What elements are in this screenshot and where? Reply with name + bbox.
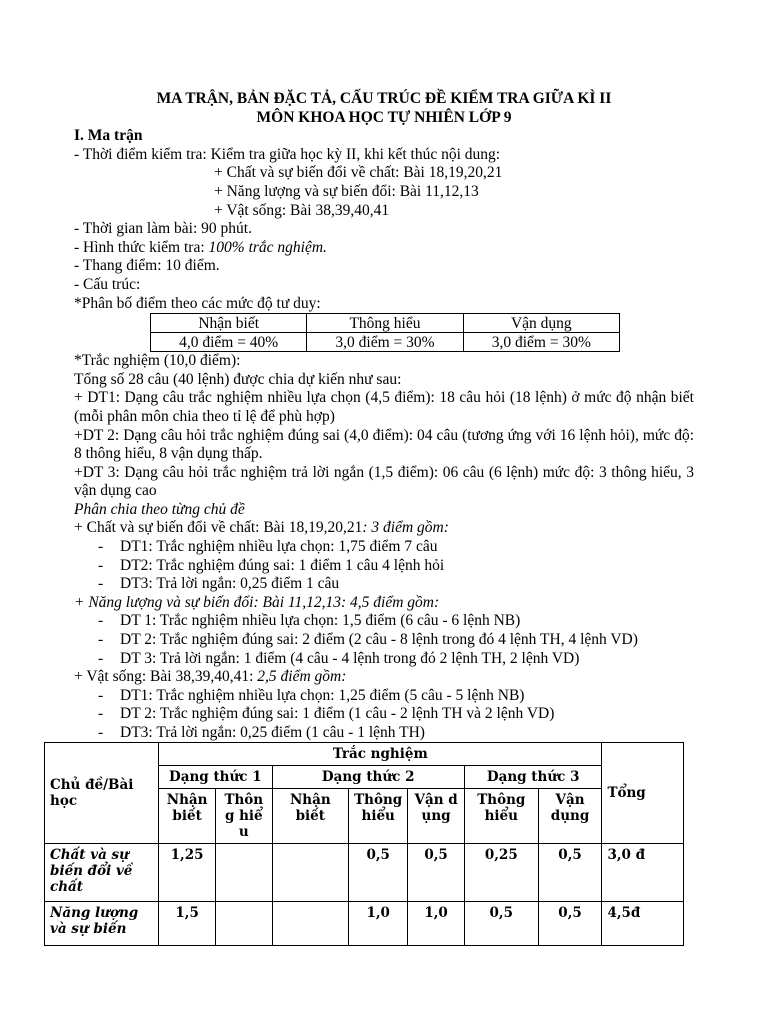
list-item: - DT1: Trắc nghiệm nhiều lựa chọn: 1,25 điểm (5 câu - 5 lệnh NB) [74,687,694,706]
matrix-cell [272,844,349,902]
list-item: - DT3: Trả lời ngắn: 0,25 điểm (1 câu - 1 lệnh TH) [74,724,694,743]
distribution-label: *Phân bố điểm theo các mức độ tư duy: [74,294,321,312]
form-line [74,239,694,258]
list-item: - DT2: Trắc nghiệm đúng sai: 1 điểm 1 câu 4 lệnh hỏi [74,557,694,576]
matrix-level-header: Thông hiểu [464,789,538,844]
title-line-1: MA TRẬN, BẢN ĐẶC TẢ, CẤU TRÚC ĐỀ KIỂM TRA GIỮA KÌ II [156,90,612,107]
matrix-cell: 1,0 [408,902,465,946]
list-item: - DT 1: Trắc nghiệm nhiều lựa chọn: 1,5 điểm (6 câu - 6 lệnh NB) [74,612,694,631]
matrix-cell: 0,5 [538,844,602,902]
matrix-row-total: 3,0 đ [602,844,684,902]
matrix-cell: 1,25 [159,844,216,902]
list-item: - DT3: Trả lời ngắn: 0,25 điểm 1 câu [74,575,694,594]
matrix-level-header: Nhận biết [272,789,349,844]
matrix-cell: 0,5 [464,902,538,946]
matrix-row-topic: Chất và sự biến đổi về chất [45,844,159,902]
title-line-2: MÔN KHOA HỌC TỰ NHIÊN LỚP 9 [256,108,512,126]
matrix-cell: 0,5 [408,844,465,902]
group-title-italic: + Năng lượng và sự biến đổi: Bài 11,12,13: 4,5 điểm gồm: [74,593,440,611]
matrix-cell [216,902,272,946]
matrix-row-topic: Năng lượng và sự biến [45,902,159,946]
list-item: - DT 2: Trắc nghiệm đúng sai: 1 điểm (1 câu - 2 lệnh TH và 2 lệnh VD) [74,705,694,724]
matrix-topic-header: Chủ đề/Bài học [45,743,159,844]
structure-line: - Cấu trúc: [74,275,141,293]
topic-line: + Năng lượng và sự biến đổi: Bài 11,12,13 [214,182,479,200]
matrix-cell [272,902,349,946]
group-title [74,594,694,613]
dist-value: 3,0 điểm = 30% [307,333,463,352]
group-title [74,668,694,687]
list-item: - DT 2: Trắc nghiệm đúng sai: 2 điểm (2 câu - 8 lệnh trong đó 4 lệnh TH, 4 lệnh VD) [74,631,694,650]
dist-header: Thông hiểu [307,314,463,333]
form-label: - Hình thức kiểm tra: [74,238,209,256]
matrix-level-header: Vận dụng [538,789,602,844]
list-item: - DT 3: Trả lời ngắn: 1 điểm (4 câu - 4 lệnh trong đó 2 lệnh TH, 2 lệnh VD) [74,650,694,669]
matrix-format-header: Dạng thức 3 [464,766,602,789]
topic-line: + Chất và sự biến đổi về chất: Bài 18,19,20,21 [214,164,503,182]
group-title-italic: : 3 điểm gồm: [362,519,449,537]
time-point-line: - Thời điểm kiểm tra: Kiểm tra giữa học kỳ II, khi kết thúc nội dung: [74,145,501,163]
matrix-level-header: Thông hiểu [216,789,272,844]
mc-total: Tổng số 28 câu (40 lệnh) được chia dự kiến như sau: [74,370,402,388]
matrix-total-header: Tổng [602,743,684,844]
scale-line: - Thang điểm: 10 điểm. [74,257,220,275]
dist-value: 3,0 điểm = 30% [463,333,619,352]
duration-line: - Thời gian làm bài: 90 phút. [74,220,252,238]
group-title-italic: 2,5 điểm gồm: [257,668,347,686]
matrix-table [44,742,684,946]
breakdown-heading: Phân chia theo từng chủ đề [74,500,245,518]
matrix-cell [216,844,272,902]
matrix-format-header: Dạng thức 2 [272,766,464,789]
matrix-level-header: Thông hiểu [349,789,408,844]
matrix-format-header: Dạng thức 1 [159,766,272,789]
mc-heading: *Trắc nghiệm (10,0 điểm): [74,352,241,370]
matrix-cell: 0,5 [349,844,408,902]
matrix-cell: 1,5 [159,902,216,946]
group-title [74,519,694,538]
distribution-table [150,313,620,352]
matrix-level-header: Nhận biết [159,789,216,844]
dist-header: Vận dụng [463,314,619,333]
group-title-plain: + Chất và sự biến đổi về chất: Bài 18,19,20,21 [74,519,363,537]
mc-dt3: +DT 3: Dạng câu hỏi trắc nghiệm trả lời ngắn (1,5 điểm): 06 câu (6 lệnh) mức độ: 3 thông hiểu, 3 vận dụng cao [74,463,694,500]
matrix-mc-header: Trắc nghiệm [159,743,602,766]
dist-value: 4,0 điểm = 40% [151,333,307,352]
list-item: - DT1: Trắc nghiệm nhiều lựa chọn: 1,75 điểm 7 câu [74,538,694,557]
form-value: 100% trắc nghiệm. [208,238,327,256]
group-title-plain: + Vật sống: Bài 38,39,40,41: [74,668,258,686]
document-page [74,90,694,743]
matrix-cell: 0,25 [464,844,538,902]
topic-line: + Vật sống: Bài 38,39,40,41 [214,201,390,219]
mc-dt2: +DT 2: Dạng câu hỏi trắc nghiệm đúng sai (4,0 điểm): 04 câu (tương ứng với 16 lệnh hỏi), mức độ: 8 thông hiểu, 8 vận dụng thấp. [74,426,694,463]
dist-header: Nhận biết [151,314,307,333]
matrix-level-header: Vận dụng [408,789,465,844]
matrix-row-total: 4,5đ [602,902,684,946]
mc-dt1: + DT1: Dạng câu trắc nghiệm nhiều lựa chọn (4,5 điểm): 18 câu hỏi (18 lệnh) ở mức độ nhận biết (mỗi phân môn chia theo tỉ lệ để phù hợp) [74,389,694,425]
matrix-cell: 0,5 [538,902,602,946]
matrix-cell: 1,0 [349,902,408,946]
section-heading: I. Ma trận [74,127,143,145]
